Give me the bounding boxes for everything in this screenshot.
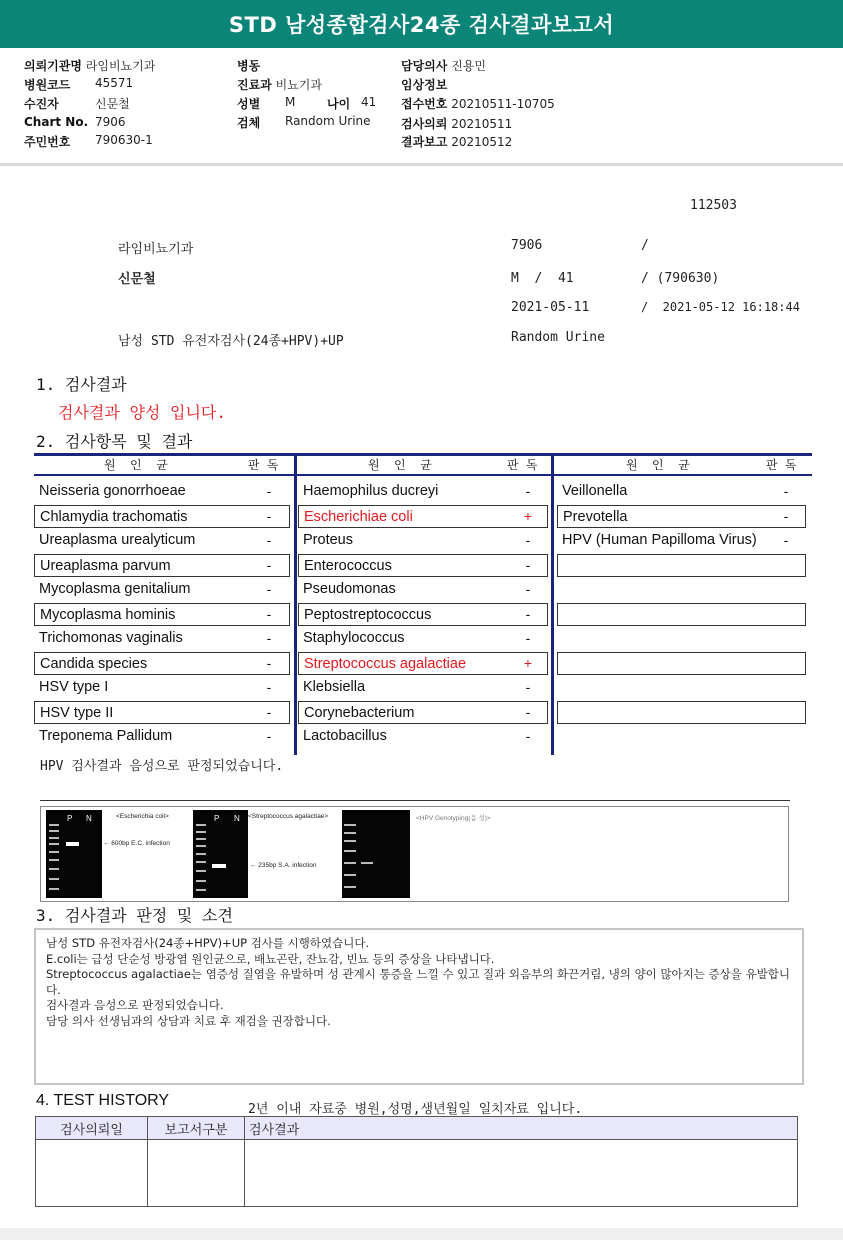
pathogen-name: Veillonella bbox=[562, 483, 628, 499]
result-row bbox=[557, 505, 806, 528]
sa-gel-image bbox=[193, 810, 248, 898]
pathogen-result: - bbox=[783, 532, 789, 548]
col1-pathogen-header: 원 인 균 bbox=[104, 458, 168, 472]
clinical-info-field: 임상정보 bbox=[401, 78, 448, 92]
result-row bbox=[298, 480, 548, 503]
pathogen-result: - bbox=[525, 728, 531, 744]
page-footer bbox=[0, 1228, 843, 1240]
finding-line: 검사결과 음성으로 판정되었습니다. bbox=[46, 998, 224, 1013]
col3-pathogen-header: 원 인 균 bbox=[626, 458, 690, 472]
pathogen-result: - bbox=[266, 483, 272, 499]
result-row bbox=[557, 676, 806, 699]
result-row bbox=[298, 652, 548, 675]
result-row bbox=[34, 676, 290, 699]
print-code: 112503 bbox=[690, 198, 737, 213]
findings-box bbox=[34, 928, 804, 1085]
result-row bbox=[34, 652, 290, 675]
pathogen-name: Mycoplasma genitalium bbox=[39, 581, 191, 597]
result-row bbox=[298, 725, 548, 748]
pathogen-result: - bbox=[525, 679, 531, 695]
print-sex-age: M / 41 bbox=[511, 271, 574, 286]
pathogen-name: Candida species bbox=[40, 656, 148, 672]
result-row bbox=[34, 578, 290, 601]
pathogen-name: Neisseria gonorrhoeae bbox=[39, 483, 186, 499]
pathogen-name: Proteus bbox=[303, 532, 353, 548]
result-row bbox=[298, 578, 548, 601]
result-row bbox=[34, 554, 290, 577]
history-header-report-type: 보고서구분 bbox=[148, 1117, 245, 1140]
history-table bbox=[35, 1116, 798, 1207]
result-row bbox=[557, 480, 806, 503]
pathogen-result: + bbox=[523, 655, 533, 671]
pathogen-name: Chlamydia trachomatis bbox=[40, 509, 188, 525]
pathogen-result: - bbox=[783, 508, 789, 524]
print-specimen: Random Urine bbox=[511, 330, 605, 345]
result-row bbox=[34, 529, 290, 552]
pathogen-result: - bbox=[525, 630, 531, 646]
result-row bbox=[557, 652, 806, 675]
pathogen-result: - bbox=[266, 679, 272, 695]
age-field: 나이 41 bbox=[327, 95, 377, 111]
print-slash: / bbox=[641, 238, 649, 253]
pathogen-result: - bbox=[266, 704, 272, 720]
pathogen-result: - bbox=[525, 704, 531, 720]
result-row bbox=[34, 701, 290, 724]
print-test-name: 남성 STD 유전자검사(24종+HPV)+UP bbox=[118, 334, 344, 349]
col1-result-header: 판 독 bbox=[248, 458, 279, 472]
pathogen-name: Ureaplasma urealyticum bbox=[39, 532, 196, 548]
finding-line: E.coli는 급성 단순성 방광염 원인균으로, 배뇨곤란, 잔뇨감, 빈뇨 등의 증상을 나타냅니다. bbox=[46, 951, 495, 966]
section4-title: 4. TEST HISTORY bbox=[36, 1092, 170, 1109]
section2-title: 2. 검사항목 및 결과 bbox=[36, 432, 193, 451]
department-field: 진료과 비뇨기과 bbox=[237, 78, 322, 92]
result-row bbox=[34, 505, 290, 528]
history-cell bbox=[148, 1140, 245, 1207]
pathogen-name: Klebsiella bbox=[303, 679, 366, 695]
hpv-gel-title: <HPV Genotyping(음 성)> bbox=[416, 815, 491, 822]
request-date-field: 검사의뢰 20210511 bbox=[401, 117, 513, 131]
ecoli-gel-image bbox=[46, 810, 102, 898]
pathogen-result: - bbox=[266, 728, 272, 744]
hospital-code-field: 병원코드 45571 bbox=[24, 76, 134, 92]
pathogen-result: - bbox=[525, 483, 531, 499]
pathogen-name: Escherichiae coli bbox=[304, 509, 413, 525]
print-report-datetime: / 2021-05-12 16:18:44 bbox=[641, 300, 800, 314]
report-title: STD 남성종합검사24종 검사결과보고서 bbox=[0, 0, 843, 48]
print-institution: 라임비뇨기과 bbox=[118, 242, 194, 257]
finding-line: 남성 STD 유전자검사(24종+HPV)+UP 검사를 시행하였습니다. bbox=[46, 936, 370, 950]
pathogen-name: Prevotella bbox=[563, 509, 628, 525]
report-date-field: 결과보고 20210512 bbox=[401, 135, 513, 149]
pathogen-name: Mycoplasma hominis bbox=[40, 607, 176, 623]
pathogen-name: HSV type II bbox=[40, 705, 114, 721]
section3-title: 3. 검사결과 판정 및 소견 bbox=[36, 906, 233, 925]
print-patient: 신문철 bbox=[118, 272, 156, 287]
finding-line: 담당 의사 선생님과의 상담과 치료 후 재검을 권장합니다. bbox=[46, 1013, 331, 1028]
table-header-rule bbox=[34, 474, 812, 476]
pathogen-result: - bbox=[525, 532, 531, 548]
pathogen-name: Haemophilus ducreyi bbox=[303, 483, 439, 499]
pathogen-name: Peptostreptococcus bbox=[304, 607, 432, 623]
pathogen-result: + bbox=[523, 508, 533, 524]
hpv-note: HPV 검사결과 음성으로 판정되었습니다. bbox=[40, 759, 284, 774]
result-row bbox=[298, 627, 548, 650]
table-divider-2 bbox=[551, 453, 554, 755]
finding-line: Streptococcus agalactiae는 염증성 질염을 유발하며 성 관계시 통증을 느낄 수 있고 질과 외음부의 화끈거림, 냉의 양이 많아지는 증상을 유발합니다. bbox=[46, 967, 790, 997]
result-row bbox=[34, 725, 290, 748]
ecoli-lane-n: N bbox=[86, 814, 92, 823]
col2-pathogen-header: 원 인 균 bbox=[368, 458, 432, 472]
result-row bbox=[557, 529, 806, 552]
result-row bbox=[34, 480, 290, 503]
pathogen-result: - bbox=[783, 483, 789, 499]
pathogen-result: - bbox=[266, 557, 272, 573]
chart-no-field: Chart No. 7906 bbox=[24, 115, 126, 129]
result-row bbox=[557, 627, 806, 650]
ecoli-lane-p: P bbox=[67, 814, 73, 823]
history-note: 2년 이내 자료중 병원,성명,생년월일 일치자료 입니다. bbox=[248, 1102, 583, 1117]
result-row bbox=[34, 603, 290, 626]
pathogen-name: Enterococcus bbox=[304, 558, 392, 574]
pathogen-name: Corynebacterium bbox=[304, 705, 415, 721]
pathogen-name: Lactobacillus bbox=[303, 728, 387, 744]
gel-figure-frame bbox=[40, 806, 789, 902]
pathogen-result: - bbox=[266, 630, 272, 646]
gel-top-rule bbox=[40, 800, 790, 801]
overall-result: 검사결과 양성 입니다. bbox=[58, 403, 227, 422]
ecoli-gel-title: <Escherichia coli> bbox=[116, 813, 169, 820]
result-row bbox=[34, 627, 290, 650]
pathogen-name: Staphylococcus bbox=[303, 630, 405, 646]
sa-lane-p: P bbox=[214, 814, 220, 823]
col2-result-header: 판 독 bbox=[507, 458, 538, 472]
resident-no-field: 주민번호 790630-1 bbox=[24, 133, 153, 149]
pathogen-result: - bbox=[266, 606, 272, 622]
pathogen-name: HSV type I bbox=[39, 679, 109, 695]
result-row bbox=[298, 701, 548, 724]
pathogen-name: Ureaplasma parvum bbox=[40, 558, 171, 574]
patient-field: 수진자 신문철 bbox=[24, 97, 130, 111]
hpv-gel-image bbox=[342, 810, 410, 898]
history-header-request-date: 검사의뢰일 bbox=[36, 1117, 148, 1140]
result-row bbox=[557, 603, 806, 626]
section1-title: 1. 검사결과 bbox=[36, 375, 127, 394]
sa-band-label: ← 235bp S.A. infection bbox=[250, 862, 317, 869]
ward-field: 병동 bbox=[237, 59, 261, 73]
print-request-date: 2021-05-11 bbox=[511, 300, 590, 315]
result-row bbox=[298, 505, 548, 528]
pathogen-name: Pseudomonas bbox=[303, 581, 396, 597]
pathogen-result: - bbox=[266, 655, 272, 671]
result-row bbox=[557, 554, 806, 577]
specimen-field: 검체 Random Urine bbox=[237, 114, 371, 130]
pathogen-result: - bbox=[525, 557, 531, 573]
sa-gel-title: <Streptococcus agalactiae> bbox=[248, 813, 329, 820]
history-cell bbox=[245, 1140, 798, 1207]
receipt-no-field: 접수번호 20210511-10705 bbox=[401, 97, 555, 111]
history-cell bbox=[36, 1140, 148, 1207]
pathogen-result: - bbox=[266, 532, 272, 548]
result-row bbox=[298, 676, 548, 699]
sex-field: 성별 M bbox=[237, 95, 296, 111]
institution-field: 의뢰기관명 라임비뇨기과 bbox=[24, 59, 156, 73]
pathogen-name: Trichomonas vaginalis bbox=[39, 630, 183, 646]
result-row bbox=[298, 603, 548, 626]
pathogen-result: - bbox=[525, 581, 531, 597]
doctor-field: 담당의사 진용민 bbox=[401, 59, 486, 73]
table-divider-1 bbox=[294, 453, 297, 755]
pathogen-name: Treponema Pallidum bbox=[39, 728, 173, 744]
ecoli-band-label: ← 600bp E.C. infection bbox=[103, 840, 170, 847]
result-row bbox=[557, 701, 806, 724]
sa-lane-n: N bbox=[234, 814, 240, 823]
history-header-result: 검사결과 bbox=[245, 1117, 798, 1140]
result-row bbox=[557, 578, 806, 601]
result-row bbox=[298, 554, 548, 577]
pathogen-result: - bbox=[266, 508, 272, 524]
pathogen-result: - bbox=[266, 581, 272, 597]
print-chart: 7906 bbox=[511, 238, 543, 253]
pathogen-name: HPV (Human Papilloma Virus) bbox=[562, 532, 757, 548]
header-divider bbox=[0, 163, 843, 166]
pathogen-name: Streptococcus agalactiae bbox=[304, 656, 467, 672]
print-birth: / (790630) bbox=[641, 271, 720, 286]
pathogen-result: - bbox=[525, 606, 531, 622]
col3-result-header: 판 독 bbox=[766, 458, 797, 472]
result-row bbox=[298, 529, 548, 552]
